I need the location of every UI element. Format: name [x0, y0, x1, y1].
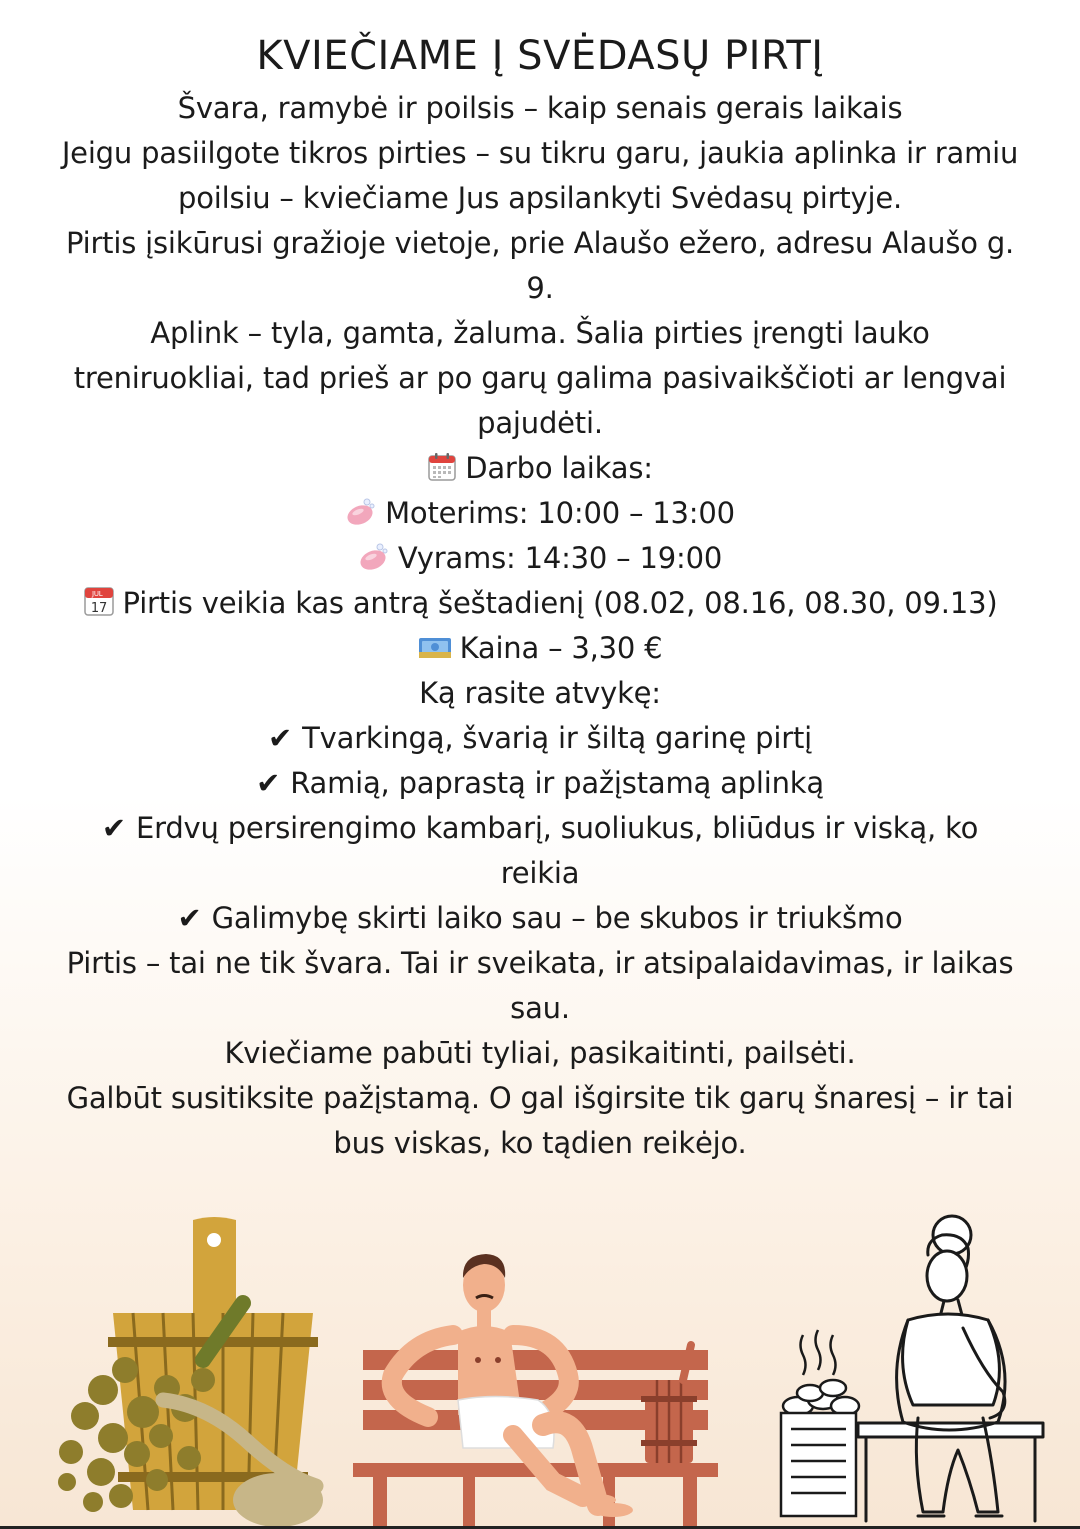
sauna-bucket-illustration — [58, 1217, 323, 1527]
women-hours — [20, 491, 1060, 536]
tagline: Švara, ramybė ir poilsis – kaip senais gerais laikais — [177, 91, 903, 125]
calendar-day: 17 — [90, 601, 107, 616]
check-item-3 — [20, 806, 1060, 851]
men-hours — [20, 536, 1060, 581]
sauna-stove-illustration — [781, 1330, 859, 1516]
final-line-1: Galbūt susitiksite pažįstamą. O gal išgirsite tik garų šnaresį – ir tai — [66, 1081, 1014, 1115]
calendar-icon — [427, 452, 457, 482]
surroundings-line-2: treniruokliai, tad prieš ar po garų galima pasivaikščioti ar lengvai — [73, 361, 1007, 395]
closing-line-1: Pirtis – tai ne tik švara. Tai ir sveikata, ir atsipalaidavimas, ir laikas — [66, 946, 1014, 980]
woman-in-towel-illustration — [858, 1216, 1043, 1521]
check-mark-icon: ✔ — [256, 766, 281, 800]
check-item-3-continued: reikia — [500, 856, 580, 890]
hours-heading — [20, 446, 1060, 491]
surroundings-line-1: Aplink – tyla, gamta, žaluma. Šalia pirties įrengti lauko — [150, 316, 930, 350]
invite-line: Kviečiame pabūti tyliai, pasikaitinti, pailsėti. — [224, 1036, 856, 1070]
page-title: KVIEČIAME Į SVĖDASŲ PIRTĮ — [256, 33, 824, 79]
schedule-text: Pirtis veikia kas antrą šeštadienį (08.02, 08.16, 08.30, 09.13) — [122, 586, 998, 620]
text-block — [20, 28, 1060, 1166]
check-item-2 — [20, 761, 1060, 806]
calendar-month: JUL — [91, 590, 103, 598]
men-hours-text: Vyrams: 14:30 – 19:00 — [397, 541, 723, 575]
check-item-4 — [20, 896, 1060, 941]
final-line-2: bus viskas, ko tądien reikėjo. — [333, 1126, 747, 1160]
check-item-4-text: Galimybę skirti laiko sau – be skubos ir triukšmo — [211, 901, 903, 935]
intro-line-1: Jeigu pasiilgote tikros pirties – su tikru garu, jaukia aplinka ir ramiu — [61, 136, 1019, 170]
closing-line-2: sau. — [510, 991, 570, 1025]
price-line — [20, 626, 1060, 671]
surroundings-line-3: pajudėti. — [477, 406, 603, 440]
soap-icon — [345, 497, 377, 527]
intro-line-2: poilsiu – kviečiame Jus apsilankyti Svėdasų pirtyje. — [177, 181, 902, 215]
date-calendar-icon — [83, 585, 115, 617]
banknote-icon — [418, 634, 452, 662]
hours-label: Darbo laikas: — [465, 451, 653, 485]
location-line-2: 9. — [526, 271, 554, 305]
check-item-3-text: Erdvų persirengimo kambarį, suoliukus, bliūdus ir viską, ko — [135, 811, 979, 845]
sauna-illustrations — [0, 1200, 1080, 1529]
check-item-2-text: Ramią, paprastą ir pažįstamą aplinką — [290, 766, 824, 800]
location-line-1: Pirtis įsikūrusi gražioje vietoje, prie Alaušo ežero, adresu Alaušo g. — [65, 226, 1015, 260]
price-text: Kaina – 3,30 € — [459, 631, 663, 665]
find-heading: Ką rasite atvykę: — [419, 676, 661, 710]
schedule-line — [20, 581, 1060, 626]
man-on-bench-illustration — [353, 1254, 718, 1527]
check-mark-icon: ✔ — [177, 901, 202, 935]
women-hours-text: Moterims: 10:00 – 13:00 — [385, 496, 735, 530]
soap-icon — [358, 542, 390, 572]
check-mark-icon: ✔ — [101, 811, 126, 845]
check-item-1 — [20, 716, 1060, 761]
check-item-1-text: Tvarkingą, švarią ir šiltą garinę pirtį — [302, 721, 812, 755]
check-mark-icon: ✔ — [268, 721, 293, 755]
